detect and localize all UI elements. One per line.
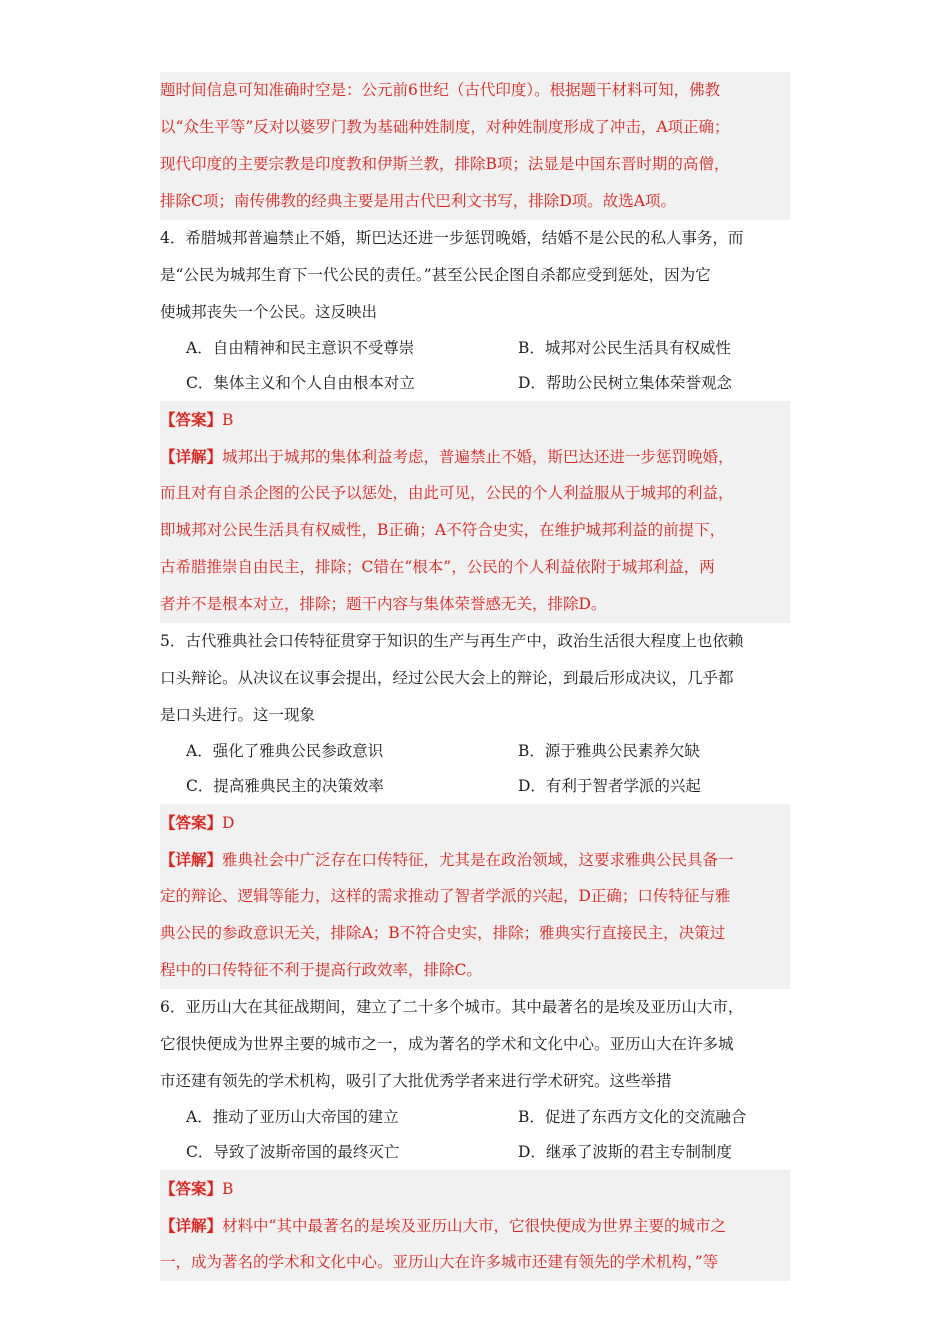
question-6 bbox=[160, 989, 790, 1170]
option-b: B．促进了东西方文化的交流融合 bbox=[518, 1108, 747, 1126]
explain-tag: 【详解】 bbox=[160, 1216, 223, 1235]
answer-line bbox=[160, 401, 790, 438]
option-b: B．城邦对公民生活具有权威性 bbox=[518, 339, 731, 357]
option-d: D．帮助公民树立集体荣誉观念 bbox=[518, 374, 732, 392]
explanation-text: 城邦出于城邦的集体利益考虑，普遍禁止不婚，斯巴达还进一步惩罚晚婚， bbox=[222, 448, 734, 466]
option-a: A．推动了亚历山大帝国的建立 bbox=[186, 1108, 399, 1126]
explanation-line: 即城邦对公民生活具有权威性，B正确；A不符合史实，在维护城邦利益的前提下， bbox=[160, 521, 726, 539]
explanation-line: 古希腊推崇自由民主，排除；C错在“根本”，公民的个人利益依附于城邦利益，两 bbox=[160, 558, 715, 576]
explanation-line bbox=[160, 1207, 790, 1244]
option-d: D．继承了波斯的君主专制制度 bbox=[518, 1143, 732, 1161]
option-c: C．导致了波斯帝国的最终灭亡 bbox=[186, 1143, 400, 1161]
explain-tag: 【详解】 bbox=[160, 447, 223, 466]
answer-value: D bbox=[222, 814, 235, 832]
answer-block-4 bbox=[160, 401, 790, 623]
question-4 bbox=[160, 220, 790, 401]
question-stem-line: 是口头进行。这一现象 bbox=[160, 706, 316, 724]
answer-line bbox=[160, 804, 790, 841]
explanation-text: 雅典社会中广泛存在口传特征，尤其是在政治领域，这要求雅典公民具备一 bbox=[222, 851, 734, 869]
options-row bbox=[160, 769, 790, 804]
question-stem-line: 4．希腊城邦普遍禁止不婚，斯巴达还进一步惩罚晚婚，结婚不是公民的私人事务，而 bbox=[160, 229, 744, 247]
question-5 bbox=[160, 623, 790, 804]
explanation-line: 典公民的参政意识无关，排除A；B不符合史实，排除；雅典实行直接民主，决策过 bbox=[160, 924, 726, 942]
answer-value: B bbox=[222, 1180, 234, 1198]
explanation-line: 者并不是根本对立，排除；题干内容与集体荣誉感无关，排除D。 bbox=[160, 595, 607, 613]
options-row bbox=[160, 366, 790, 401]
explanation-line bbox=[160, 841, 790, 878]
answer-block-5 bbox=[160, 804, 790, 989]
explanation-line: 定的辩论、逻辑等能力，这样的需求推动了智者学派的兴起，D正确；口传特征与雅 bbox=[160, 887, 731, 905]
answer-value: B bbox=[222, 411, 234, 429]
options-row bbox=[160, 1135, 790, 1170]
answer-block-6 bbox=[160, 1170, 790, 1281]
answer-tag: 【答案】 bbox=[160, 1179, 223, 1198]
explanation-text: 材料中“其中最著名的是埃及亚历山大市，它很快便成为世界主要的城市之 bbox=[222, 1217, 726, 1235]
explanation-line: 而且对有自杀企图的公民予以惩处，由此可见，公民的个人利益服从于城邦的利益， bbox=[160, 484, 734, 502]
explanation-line: 排除C项；南传佛教的经典主要是用古代巴利文书写，排除D项。故选A项。 bbox=[160, 192, 676, 210]
question-stem-line: 使城邦丧失一个公民。这反映出 bbox=[160, 303, 378, 321]
explanation-line: 程中的口传特征不利于提高行政效率，排除C。 bbox=[160, 961, 482, 979]
question-stem-line: 6．亚历山大在其征战期间，建立了二十多个城市。其中最著名的是埃及亚历山大市， bbox=[160, 998, 744, 1016]
explanation-line: 题时间信息可知准确时空是：公元前6世纪（古代印度）。根据题干材料可知，佛教 bbox=[160, 81, 721, 99]
question-stem-line: 口头辩论。从决议在议事会提出，经过公民大会上的辩论，到最后形成决议，几乎都 bbox=[160, 669, 734, 687]
answer-line bbox=[160, 1170, 790, 1207]
explanation-line: 一，成为著名的学术和文化中心。亚历山大在许多城市还建有领先的学术机构，”等 bbox=[160, 1253, 719, 1271]
question-stem-line: 它很快便成为世界主要的城市之一，成为著名的学术和文化中心。亚历山大在许多城 bbox=[160, 1035, 734, 1053]
explanation-line: 以“众生平等”反对以婆罗门教为基础种姓制度，对种姓制度形成了冲击，A项正确； bbox=[160, 118, 730, 136]
explanation-line bbox=[160, 438, 790, 475]
option-a: A．强化了雅典公民参政意识 bbox=[186, 742, 384, 760]
answer-tag: 【答案】 bbox=[160, 813, 223, 832]
explain-tag: 【详解】 bbox=[160, 850, 223, 869]
options-row bbox=[160, 331, 790, 366]
question-stem-line: 是“公民为城邦生育下一代公民的责任。”甚至公民企图自杀都应受到惩处，因为它 bbox=[160, 266, 711, 284]
option-a: A．自由精神和民主意识不受尊崇 bbox=[186, 339, 415, 357]
answer-tag: 【答案】 bbox=[160, 410, 223, 429]
document-page bbox=[160, 72, 790, 1281]
prev-explanation-block bbox=[160, 72, 790, 220]
option-d: D．有利于智者学派的兴起 bbox=[518, 777, 701, 795]
options-row bbox=[160, 734, 790, 769]
question-stem-line: 5．古代雅典社会口传特征贯穿于知识的生产与再生产中，政治生活很大程度上也依赖 bbox=[160, 632, 744, 650]
option-c: C．提高雅典民主的决策效率 bbox=[186, 777, 384, 795]
explanation-line: 现代印度的主要宗教是印度教和伊斯兰教，排除B项；法显是中国东晋时期的高僧， bbox=[160, 155, 730, 173]
options-row bbox=[160, 1100, 790, 1135]
option-c: C．集体主义和个人自由根本对立 bbox=[186, 374, 415, 392]
question-stem-line: 市还建有领先的学术机构，吸引了大批优秀学者来进行学术研究。这些举措 bbox=[160, 1072, 672, 1090]
option-b: B．源于雅典公民素养欠缺 bbox=[518, 742, 700, 760]
